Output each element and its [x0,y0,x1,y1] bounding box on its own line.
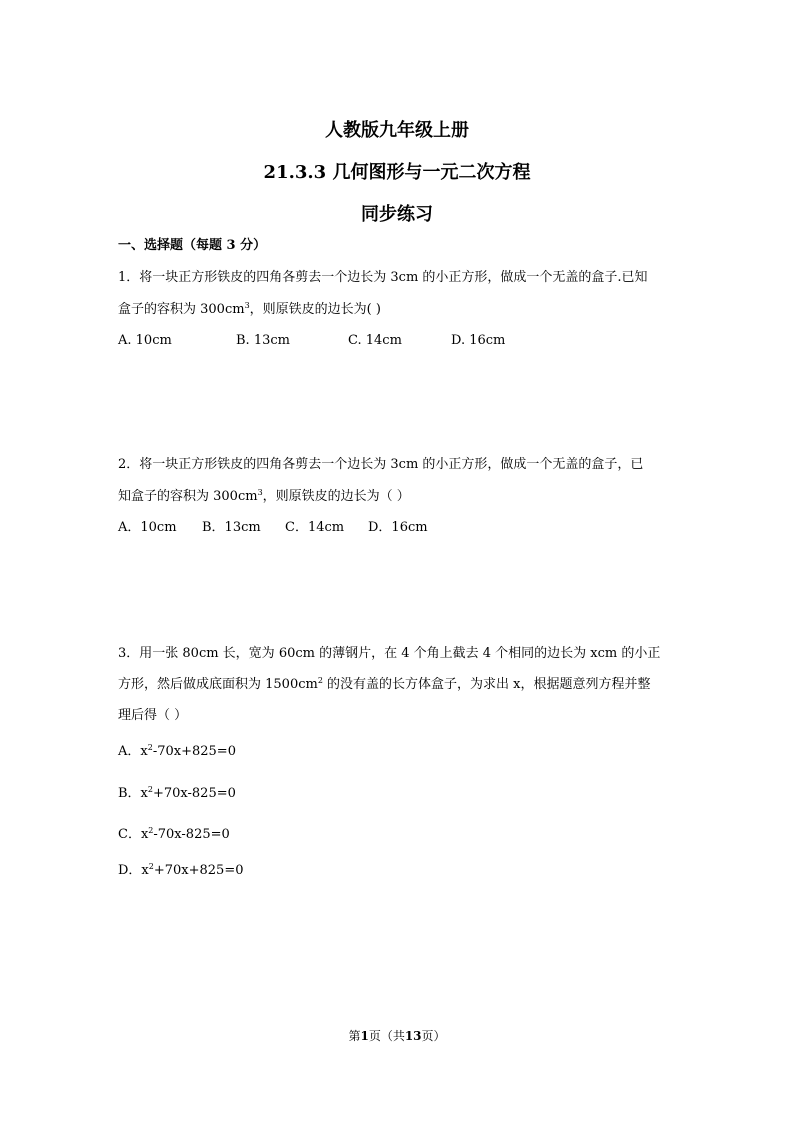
superscript: 3 [257,488,263,497]
option-text: +70x-825=0 [152,786,236,801]
question-3-line-1: 3．用一张 80cm 长，宽为 60cm 的薄钢片，在 4 个角上截去 4 个相同的边长为 xcm 的小正 [118,646,661,661]
question-3-line-3: 理后得（ ） [118,708,188,723]
document-title-lesson: 21.3.3 几何图形与一元二次方程 [263,162,531,183]
question-3-text: 的没有盖的长方体盒子，为求出 x，根据题意列方程并整 [322,677,651,692]
question-1-line-2 [118,302,381,318]
question-2-text: 知盒子的容积为 300cm [118,489,258,504]
question-2-text: ，则原铁皮的边长为（ ） [262,489,410,504]
question-1-text: ，则原铁皮的边长为( ) [249,302,381,317]
question-2-option-c: C．14cm [285,520,345,535]
superscript: 2 [147,785,153,794]
question-2-option-d: D．16cm [368,520,428,535]
superscript: 2 [317,676,323,685]
superscript: 2 [148,862,154,871]
superscript: 2 [147,743,153,752]
section-heading: 一、选择题（每题 3 分） [118,238,267,253]
question-2-line-1: 2．将一块正方形铁皮的四角各剪去一个边长为 3cm 的小正方形，做成一个无盖的盒子，已 [118,457,644,472]
option-text: -70x-825=0 [153,827,230,842]
option-text: C．x [118,827,149,842]
total-pages: 13 [404,1029,422,1043]
question-3-option-a [118,744,236,760]
footer-text: 页） [421,1029,446,1043]
question-3-option-d [118,863,244,879]
question-1-option-c: C. 14cm [348,333,402,348]
question-2-option-a: A．10cm [118,520,177,535]
document-title-practice: 同步练习 [361,204,433,225]
question-2-line-2 [118,489,410,505]
option-text: D．x [118,863,149,878]
superscript: 3 [244,301,250,310]
question-2-option-b: B．13cm [202,520,261,535]
option-text: A．x [118,744,148,759]
question-3-line-2 [118,677,651,693]
question-3-option-b [118,786,236,802]
page-number: 1 [360,1029,369,1043]
question-1-option-b: B. 13cm [236,333,290,348]
question-1-line-1: 1．将一块正方形铁皮的四角各剪去一个边长为 3cm 的小正方形，做成一个无盖的盒子.已知 [118,270,648,285]
option-text: B．x [118,786,148,801]
superscript: 2 [148,826,154,835]
question-1-text: 盒子的容积为 300cm [118,302,245,317]
option-text: +70x+825=0 [153,863,244,878]
page-footer [0,1027,794,1044]
footer-text: 页（共 [368,1029,405,1043]
question-1-option-a: A. 10cm [118,333,172,348]
question-1-option-d: D. 16cm [451,333,506,348]
question-3-option-c [118,827,230,843]
footer-text: 第 [348,1029,361,1043]
option-text: -70x+825=0 [152,744,236,759]
document-title-grade: 人教版九年级上册 [325,120,469,141]
question-3-text: 方形，然后做成底面积为 1500cm [118,677,318,692]
